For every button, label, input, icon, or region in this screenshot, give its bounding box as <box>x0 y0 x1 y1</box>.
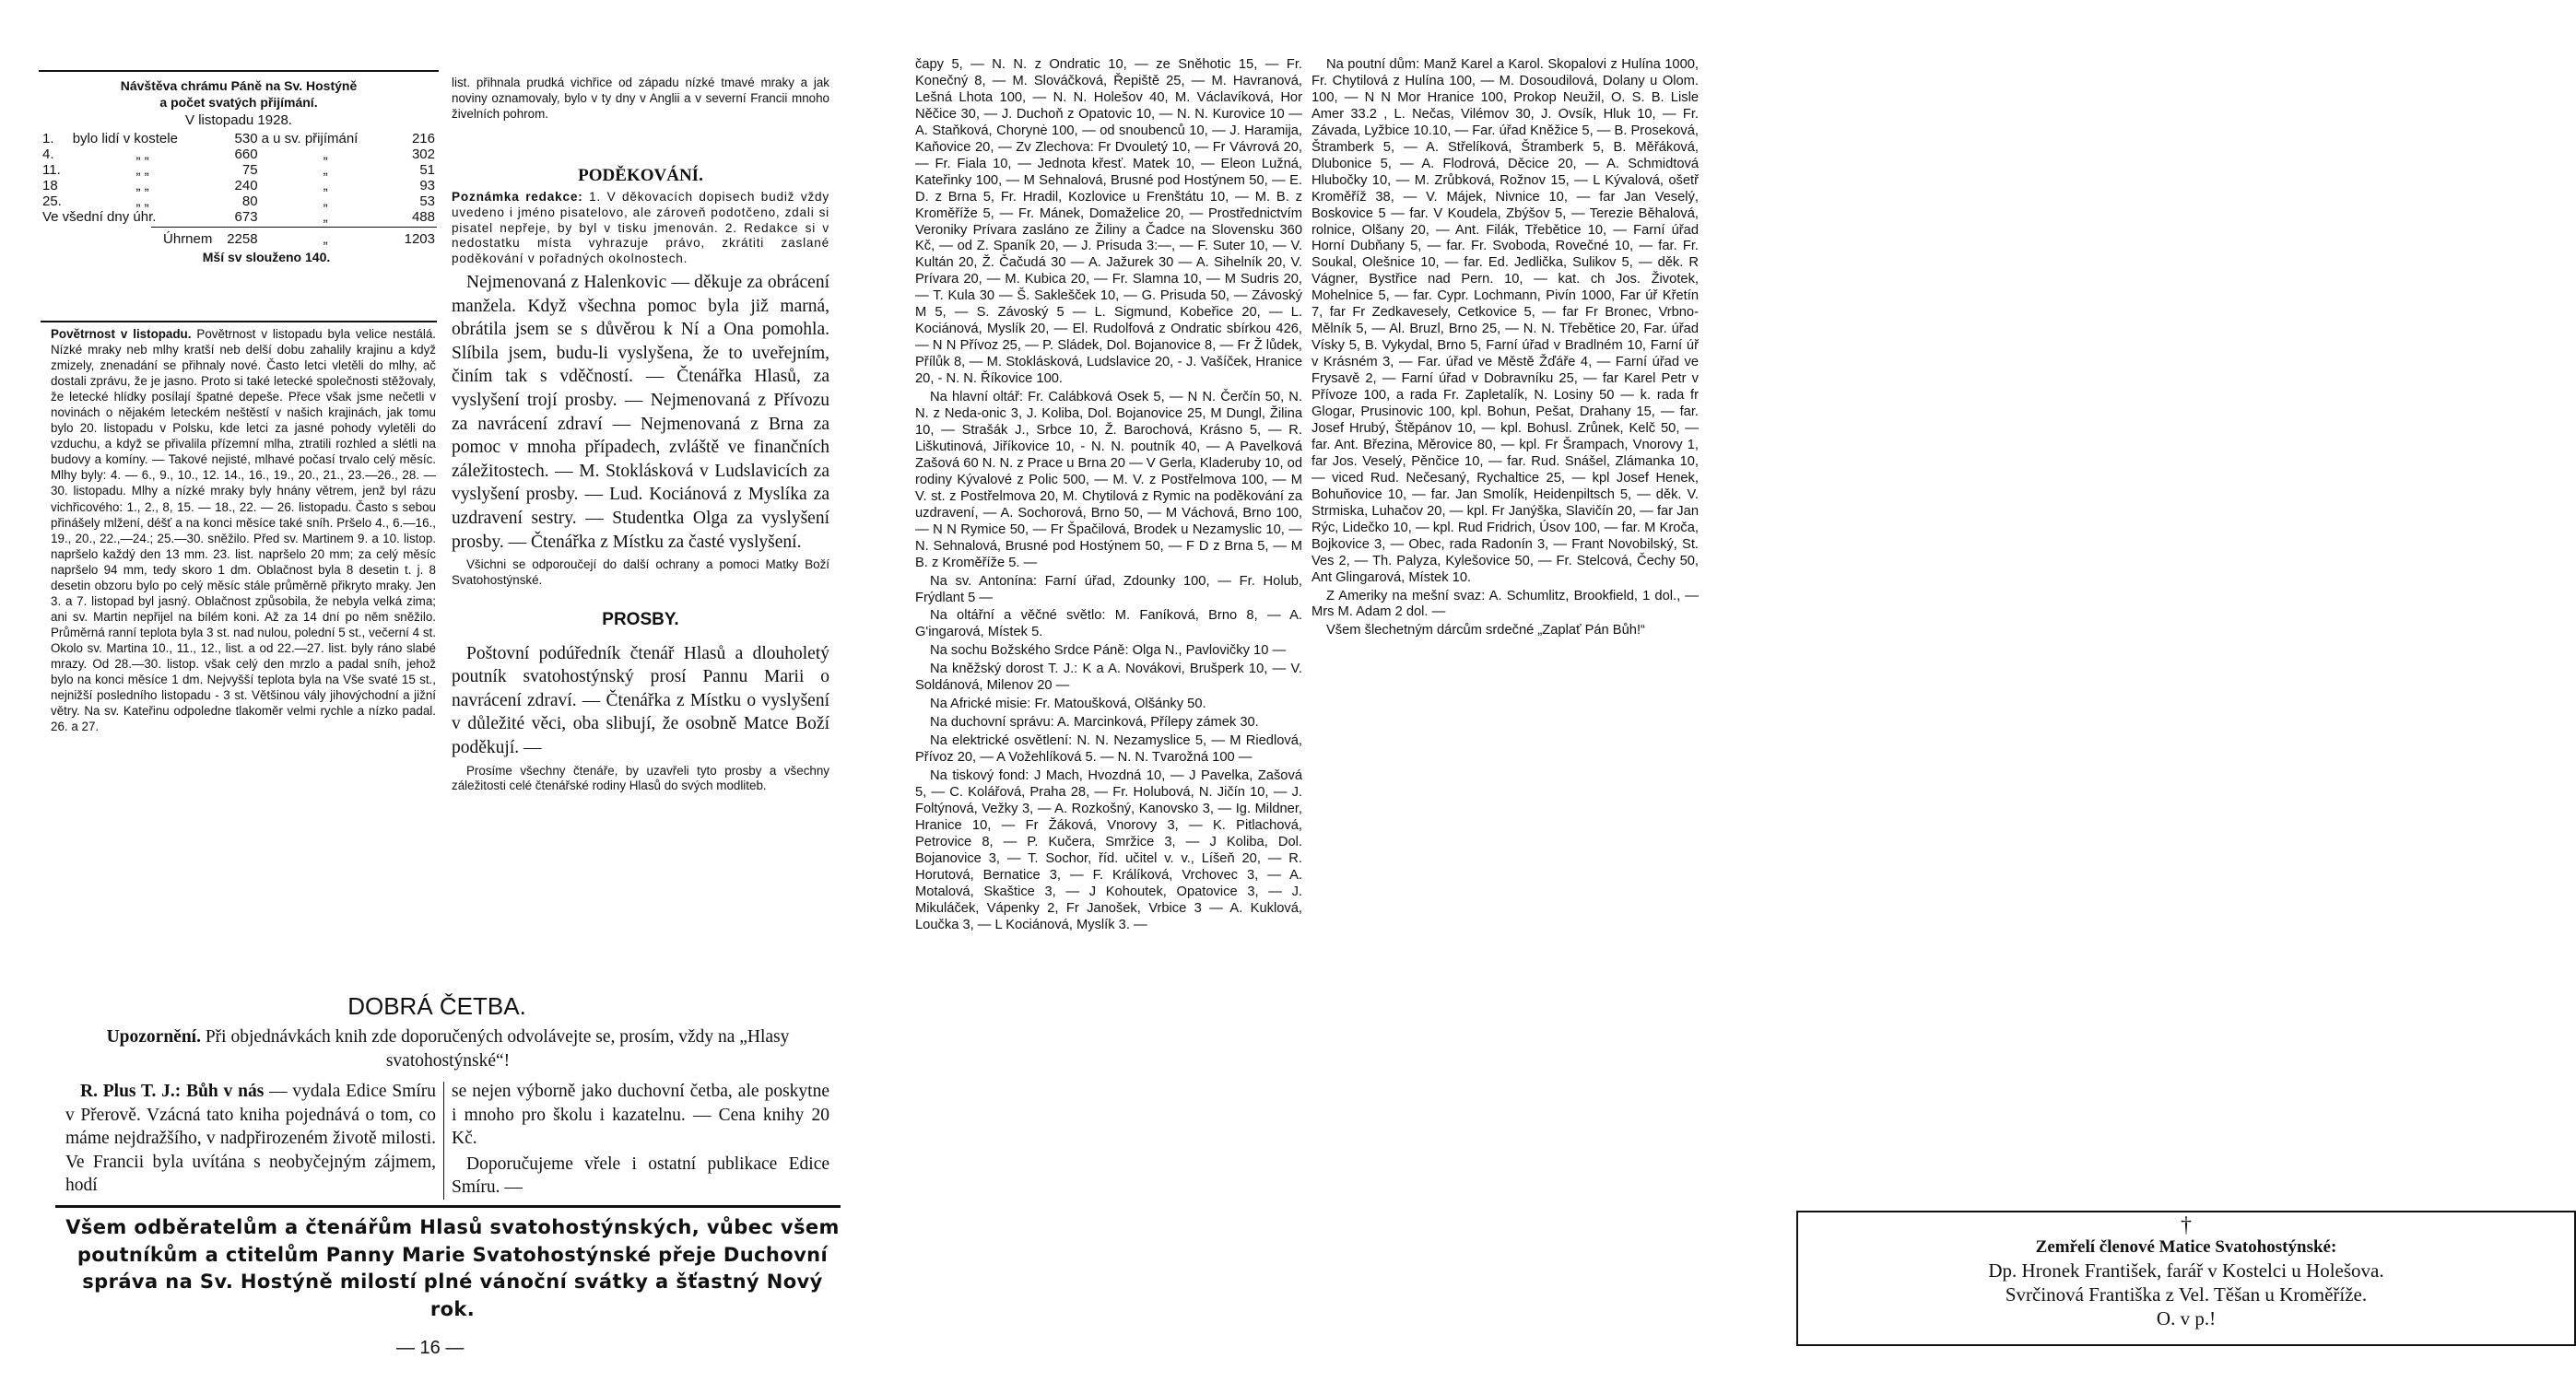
table-cell: 1. <box>42 131 54 146</box>
book-title: R. Plus T. J.: Bůh v nás <box>80 1082 265 1101</box>
table-row <box>41 162 437 178</box>
donations-jesuit: Na kněžský dorost T. J.: K a A. Novákovi, Brušperk 10, — V. Soldánová, Milenov 20 — <box>915 662 1302 694</box>
donations-electric-light: Na elektrické osvětlení: N. N. Nezamyslice 5, — M Riedlová, Přívoz 20, — A Vožehlíková 5. — N. N. Tvarožná 100 — <box>915 733 1302 766</box>
table-cell: „ <box>323 209 328 225</box>
table-row <box>41 193 437 209</box>
banner-rule <box>55 1205 841 1208</box>
donations-african-missions: Na Africké misie: Fr. Matoušková, Olšánky 50. <box>930 697 1206 712</box>
donors-thanks: Všem šlechetným dárcům srdečné „Zaplať Pán Bůh!“ <box>1326 623 1645 638</box>
table-cell: „ „ <box>135 193 149 209</box>
table-cell: 302 <box>411 146 435 162</box>
donations-col2 <box>1312 57 1699 641</box>
book-text-b: se nejen výborně jako duchovní četba, ale poskytne i mnoho pro školu i kazatelnu. — Cena knihy 20 Kč. <box>452 1082 829 1149</box>
table-cell: 216 <box>411 131 435 146</box>
page-number: — 16 — <box>396 1338 465 1358</box>
donations-main-altar: Na hlavní oltář: Fr. Calábková Osek 5, — N N. Čerčín 50, N. N. z Neda-onic 3, J. Koliba, Dol. Bojanovice 25, M Dungl, Žilina 10, — Strašák J., Srbce 10, Ž. Barochová, Krásno 5, — R. Liškutinová, Jiříkovice 10, - N. N. poutník 40, — A Pavelková Zašová 60 N. N. z Prace u Brna 20 — V Gerla, Kladeruby 10, od rodiny Kývalové z Polic 500, — M. V. z Postřelmova 100, — M V. st. z Postřelmova 20, M. Chytilová z Rymic na poděkování za uzdravení, — A. Sochorová, Brno 50, — M Váchová, Brno 100, — N N Rymice 50, — Fr Špačilová, Brodek u Nezamyslic 10, — N. Sehnalová, Brusné pod Hostýnem 50, — F D z Brna 5, — M B. z Kroměříže 5. — <box>915 390 1302 570</box>
donations-col1 <box>915 57 1302 936</box>
table-cell: 80 <box>241 193 258 209</box>
notice-text: Při objednávkách knih zde doporučených odvolávejte se, prosím, vždy na „Hlasy svatohostýnské“! <box>205 1027 790 1071</box>
right-page <box>873 0 2384 1382</box>
donations-print-fund: Na tiskový fond: J Mach, Hvozdná 10, — J Pavelka, Zašová 5, — C. Kolářová, Praha 28, — Fr. Holubová, N. Jičín 10, — J. Foltýnová, Vežky 3, — A. Rozkošný, Kanovsko 3, — Ig. Mildner, Hranice 10, — Fr Žáková, Vnorovy 3, — K. Pitlachová, Petrovice 8, — P. Kučera, Smržice 3, — J Koliba, Dol. Bojanovice 3, — T. Sochor, říd. učitel v. v., Líšeň 20, — R. Horutová, Bernatice 3, — F. Králíková, Vrchovec 3, — A. Motalová, Skaštice 3, — J Kohoutek, Opatovice 3, — J. Mikuláček, Vápenky 2, Fr Janošek, Vrbice 3 — A. Kuklová, Loučka 3, — L Kociánová, Myslík 3. — <box>915 768 1302 932</box>
cross-icon: † <box>2181 1213 2192 1237</box>
table-cell: 75 <box>241 162 258 178</box>
donations-list: čapy 5, — N. N. z Ondratic 10, — ze Sněhotic 15, — Fr. Konečný 8, — M. Slováčková, Řepiště 25, — M. Havranová, Lešná Lhota 100, — N. N. Holešov 40, M. Václavíková, Hor Něčice 30, — J. Duchoň z Opatovic 10, — N. N. Kurovice 10 — A. Staňková, Chorynė 100, — od snoubenců 10, — J. Haramija, Kaňovice 20, — Zv Zlechova: Fr Dvouletý 10, — Fr Vávrová 20, — Fr. Fiala 10, — Jednota křesť. Matek 10, — Eleon Lužná, Kateřinky 100, — M Sehnalová, Brusné pod Hostýnem 50, — E. D. z Brna 5, Fr. Hradil, Kozlovice u Frenštátu 10, — M. B. z Kroměříže 5, — Fr. Mánek, Domaželice 20, — Prostřednictvím Veroniky Prívara zasláno ze Žiliny a Čadce na Slovensku 360 Kč, — od Z. Spaník 20, — J. Prisuda 3:—, — F. Suter 10, — V. Kultán 20, Ž. Čačudá 30 — A. Jažurek 30 — A. Sihelník 20, V. Prívara 20, — M. Kubica 20, — Fr. Slamna 10, — M Sudris 20, — T. Kula 30 — Š. Saklešček 10, — G. Prisuda 50, — Závoský M 5, — S. Závoský 5 — L. Sigmund, Kobeřice 20, — L. Kociánová, Myslík 20, — El. Rudolfová z Ondratic sbírkou 426, — N N Přívoz 25, — P. Sládek, Dol. Bojanovice 8, — Fr Ž lůdek, Přílůk 8, — M. Stoklásková, Ludslavice 20, - J. Vašíček, Hranice 20, - N. N. Říkovice 100. <box>915 57 1302 387</box>
memorial-line2: Svrčinová Františka z Vel. Těšan u Kroměříže. <box>2005 1283 2368 1306</box>
donations-sacred-heart: Na sochu Božského Srdce Páně: Olga N., Pavlovičky 10 — <box>930 643 1287 659</box>
thanks-body: Nejmenovaná z Halenkovic — děkuje za obrácení manžela. Když všechna pomoc byla již marná, obrátila jsem se s důvěrou k Ní a Ona pomohla. Slíbila jsem, budu-li vyslyšena, že to uveřejním, činím tak s vděčností. — Čtenářka Hlasů, za vyslyšení trojí prosby. — Nejmenovaná z Přívozu za navrácení zdraví — Nejmenovaná z Brna za pomoc v mnoha případech, zvláště ve finančních záležitostech. — M. Stoklásková v Ludslavicích za vyslyšení prosby. — Lud. Kociánová z Myslíka za uzdravení sestry. — Studentka Olga za vyslyšení prosby. — Čtenářka z Místku za časté vyslyšení. <box>452 272 829 552</box>
total-rule <box>151 227 437 228</box>
table-cell: 25. <box>42 193 62 209</box>
visit-table <box>41 131 437 247</box>
book-review-col2 <box>452 1080 829 1201</box>
donations-pilgrim-house: Na poutní dům: Manž Karel a Karol. Skopalovi z Hulína 1000, Fr. Chytilová z Hulína 100, — M. Dosoudilová, Dolany u Olom. 100, — N N Mor Hranice 100, Prokop Neužil, O. S. B. Lisle Amer 33.2 , L. Nečas, Vilémov 30, J. Ovsík, Hluk 10, — Fr. Závada, Lyžbice 10.10, — Far. úřad Kněžice 5, — B. Proseková, Štramberk 5, — A. Střelíková, Štramberk 5, B. Měřáková, Dlubonice 5, — A. Flodrová, Děcice 20, — A. Schmidtová Hlubočky 10, — M. Zrůbková, Rožnov 15, — L Kývalová, ošetř Kroměříž 38, — V. Májek, Nivnice 10, — far Jan Veselý, Boskovice 5 — far. V Koudela, Zbýšov 5, — Terezie Běhalová, rolnice, Olšany 20, — Ant. Filák, Třebětice 10, — Farní úřad Horní Dubňany 5, — far. Fr. Svoboda, Rovečné 10, — far. Fr. Soukal, Olešnice 10, — far. Ed. Jedlička, Sulikov 5, — děk. R Vágner, Bystřice nad Pern. 10, — kat. ch Jos. Životek, Mohelnice 5, — far. Cypr. Lochmann, Pivín 1000, Far úř Křetín 7, far Fr Zedkavesely, Cetkovice 5, — far Fr Bronec, Vrbno-Mělník 5, — Al. Bruzl, Brno 25, — N. N. Třebětice 20, Far. úřad Vísky 5, B. Vykydal, Brno 5, Farní úřad v Bradlném 10, Farní úř v Krásném 3, — Far. úřad ve Městě Žďáře 4, — Farní úřad ve Frysavě 2, — Farní úřad v Dobravníku 25, — far Karel Petr v Přívoze 100, a rada Fr. Zapletalík, N. Losiny 50 — k. rada fr Glogar, Prusinovic 100, kpl. Bohun, Pešat, Drahany 15, — far. Josef Hrubý, Štěpánov 10, — kpl. Bohusl. Zrůnek, Kelč 50, — far. Ant. Březina, Měrovice 80, — kpl. Fr Šrampach, Vnorovy 1, far Jos. Veselý, Pěnčice 10, — far. Rud. Snášel, Zlámanka 10, — viced Rud. Nečesaný, Rychaltice 25, — kpl Josef Henek, Bohuňovice 10, — far. Jan Smolík, Heidenpiltsch 5, — děk. V. Strmiska, Luhačov 20, — kpl. Fr Janýška, Slavičín 20, — far Jan Rýc, Lidečko 10, — kpl. Rud Fridrich, Úsov 100, — far. M Kroča, Bojkovice 3, — Obec, rada Radonín 3, — Frant Novobilský, St. Ves 2, — Th. Palyza, Kylešovice 50, — Fr. Stelcová, Čechy 50, Ant Glingarová, Místek 10. <box>1312 57 1699 585</box>
memorial-title: Zemřelí členové Matice Svatohostýnské: <box>2035 1237 2337 1257</box>
weather-report <box>51 326 436 736</box>
donations-altar-light: Na oltářní a věčné světlo: M. Faníková, Brno 8, — A. G'ingarová, Místek 5. <box>915 608 1302 640</box>
table-cell: 530 <box>234 131 258 146</box>
table-cell: „ <box>323 162 328 178</box>
table-row <box>41 178 437 193</box>
book-review-col1 <box>65 1080 436 1200</box>
weather-lead: Povětrnost v listopadu. <box>51 327 192 341</box>
notice-lead: Upozornění. <box>106 1027 201 1047</box>
total-communions: 1203 <box>404 231 435 247</box>
book-text-a: — vydala Edice Smíru v Přerově. Vzácná tato kniha pojednává o tom, co máme nejdražšího, v nadpřirozeném životě milosti. Ve Francii byla uvítána s neobyčejným zájmem, hodí <box>65 1082 437 1196</box>
table-cell: Ve všední dny úhr. <box>42 209 157 225</box>
table-cell: 51 <box>419 162 435 178</box>
table-cell: „ „ <box>135 162 149 178</box>
memorial-line1: Dp. Hronek František, farář v Kostelci u Holešova. <box>1988 1259 2384 1282</box>
table-cell: 18 <box>42 178 58 193</box>
table-cell: 93 <box>419 178 435 193</box>
donations-spiritual-admin: Na duchovní správu: A. Marcinková, Přílepy zámek 30. <box>930 715 1259 731</box>
table-cell: „ „ <box>135 178 149 193</box>
weather-continued-text: list. přihnala prudká vichřice od západu nízké tmavé mraky a jak noviny oznamovaly, bylo v ty dny v Anglii a v severní Francii mnoho živelních pohrom. <box>452 76 829 121</box>
pleas-closing: Prosíme všechny čtenáře, by uzavřeli tyto prosby a všechny záležitosti celé čtenářské rodiny Hlasů do svých modliteb. <box>452 763 829 793</box>
table-cell: a u sv. přijímání <box>261 131 359 146</box>
column-divider <box>443 1082 444 1200</box>
pleas-heading: PROSBY. <box>602 609 679 629</box>
weather-text: Povětrnost v listopadu byla velice nestálá. Nízké mraky neb mlhy kratší neb delší dobu zahalily krajinu a když zmizely, znenadání se přihnaly nové. Často letci vletěli do mlhy, ač dostali zprávu, že je jasno. Proto si také letecké společnosti stěžovaly, že letecké hlídky posílají špatné depeše. Přece však jsme nečetli v novinách o nějakém leteckém neštěstí v našich krajinách, jak tomu bylo 20. listopadu v Polsku, kde letci za jasné pohody vyletěli do vzduchu, a když se přivalila přízemní mlha, ztratili rozhled a slétli na budovy a komíny. — Takové nejisté, mlhavé počasí trvalo celý měsíc. Mlhy byly: 4. — 6., 9., 10., 12. 14., 16., 19., 20., 21., 23.—26., 28. — 30. listopadu. Mlhy a nízké mraky byly hnány větrem, jenž byl rázu vichřicového: 1., 2., 8, 15. — 18., 22. — 26. listopadu. Často s sebou přinášely mlžení, déšť a na konci měsíce také sníh. Pršelo 4., 6.—16., 19., 20., 22.,—24.; 25.—30. sněžilo. Před sv. Martinem 9. a 10. listop. napršelo každý den 13 mm. 23. list. napršelo 20 mm; za celý měsíc napršelo 94 mm, tedy skoro 1 dm. Oblačnost byla 8 desetin t. j. 8 desetin obzoru bylo po celý měsíc stále průměrně přikryto mraky. Jen 3. a 7. listopad byl jasný. Oblačnost způsobila, že nebyla velká zima; ani sv. Martin nepřijel na bílém koni. Až za 14 dní po něm sněžilo. Průměrná ranní teplota byla 3 st. nad nulou, polední 5 st., večerní 4 st. Okolo sv. Martina 10., 11., 12., list. a od 22.—27. list. byly ráno slabé mrazy. Od 28.—30. listop. však celý den mrzlo a padal sníh, jehož bylo na konci měsíce 1 dm. Nejvyšší teplota byla na Vše svaté 15 st., nejnižší posledního listopadu - 3 st. Většinou vály jihovýchodní a jižní větry. Na sv. Kateřinu odpoledne tlakoměr velmi rychle a nízko padal. 26. a 27. <box>51 327 436 734</box>
thanks-heading: PODĚKOVÁNÍ. <box>578 166 703 185</box>
pleas-body: Poštovní podúředník čtenář Hlasů a dlouholetý poutník svatohostýnský prosí Pannu Marii o navrácení zdraví. — Čtenářka z Místku o vyslyšení v důležité věci, oba slibují, že osobně Matce Boží poděkují. — <box>452 643 829 758</box>
table-cell: 240 <box>234 178 258 193</box>
memorial-line3: O. v p.! <box>2156 1307 2217 1329</box>
book-text-c: Doporučujeme vřele i ostatní publikace Edice Smíru. — <box>452 1154 829 1198</box>
reading-notice <box>65 1025 830 1072</box>
editor-note-lead: Poznámka redakce: <box>452 190 583 204</box>
table-row <box>41 146 437 162</box>
editor-note: 1. V děkovacích dopisech budiž vždy uvedeno i jméno pisatelovo, ale zároveň podotčeno, zdali si pisatel nepřeje, by byl v tisku jmenován. 2. Redakce si v nedostatku místa vyhrazuje právo, zkrátiti zaslané poděkování v pořadných okolnostech. <box>452 190 829 266</box>
table-cell: „ „ <box>135 146 149 162</box>
memorial-box <box>1796 1211 2576 1346</box>
table-row <box>41 209 437 225</box>
visit-statistics <box>41 77 437 267</box>
total-communions-church: 2258 <box>227 231 258 247</box>
table-cell: 673 <box>234 209 258 225</box>
section-rule <box>41 321 437 322</box>
table-cell: 660 <box>234 146 258 162</box>
table-row <box>41 131 437 146</box>
table-row-total <box>41 231 437 247</box>
table-cell: 53 <box>419 193 435 209</box>
thanks-closing: Všichni se odporoučejí do další ochrany a pomoci Matky Boží Svatohostýnské. <box>452 557 829 587</box>
top-rule <box>39 70 439 72</box>
table-cell: „ <box>323 231 328 247</box>
reading-heading: DOBRÁ ČETBA. <box>347 992 526 1020</box>
donations-st-anthony: Na sv. Antonína: Farní úřad, Zdounky 100, — Fr. Holub, Frýdlant 5 — <box>915 573 1302 605</box>
thanks-section <box>452 162 829 796</box>
table-cell: 4. <box>42 146 54 162</box>
christmas-greeting: Všem odběratelům a čtenářům Hlasů svatohostýnských, vůbec všem poutníkům a ctitelům Panny Marie Svatohostýnské přeje Duchovní správa na Sv. Hostýně milostí plné vánoční svátky a šťastný Nový rok. <box>65 1216 840 1320</box>
donations-america: Z Ameriky na mešní svaz: A. Schumlitz, Brookfield, 1 dol., — Mrs M. Adam 2 dol. — <box>1312 588 1699 620</box>
table-cell: 11. <box>42 162 61 178</box>
table-cell: „ <box>323 178 328 193</box>
table-cell: „ <box>323 193 328 209</box>
left-page <box>0 0 873 1382</box>
table-cell: 488 <box>411 209 435 225</box>
table-cell: bylo lidí v kostele <box>72 131 178 146</box>
table-cell: „ <box>323 146 328 162</box>
visit-title: Návštěva chrámu Páně na Sv. Hostýně <box>120 78 358 93</box>
masses-count: Mší sv slouženo 140. <box>202 250 331 264</box>
total-label: Úhrnem <box>163 231 213 247</box>
visit-month: V listopadu 1928. <box>185 112 292 128</box>
visit-subtitle: a počet svatých přijímání. <box>159 95 318 110</box>
weather-continued <box>452 76 829 123</box>
